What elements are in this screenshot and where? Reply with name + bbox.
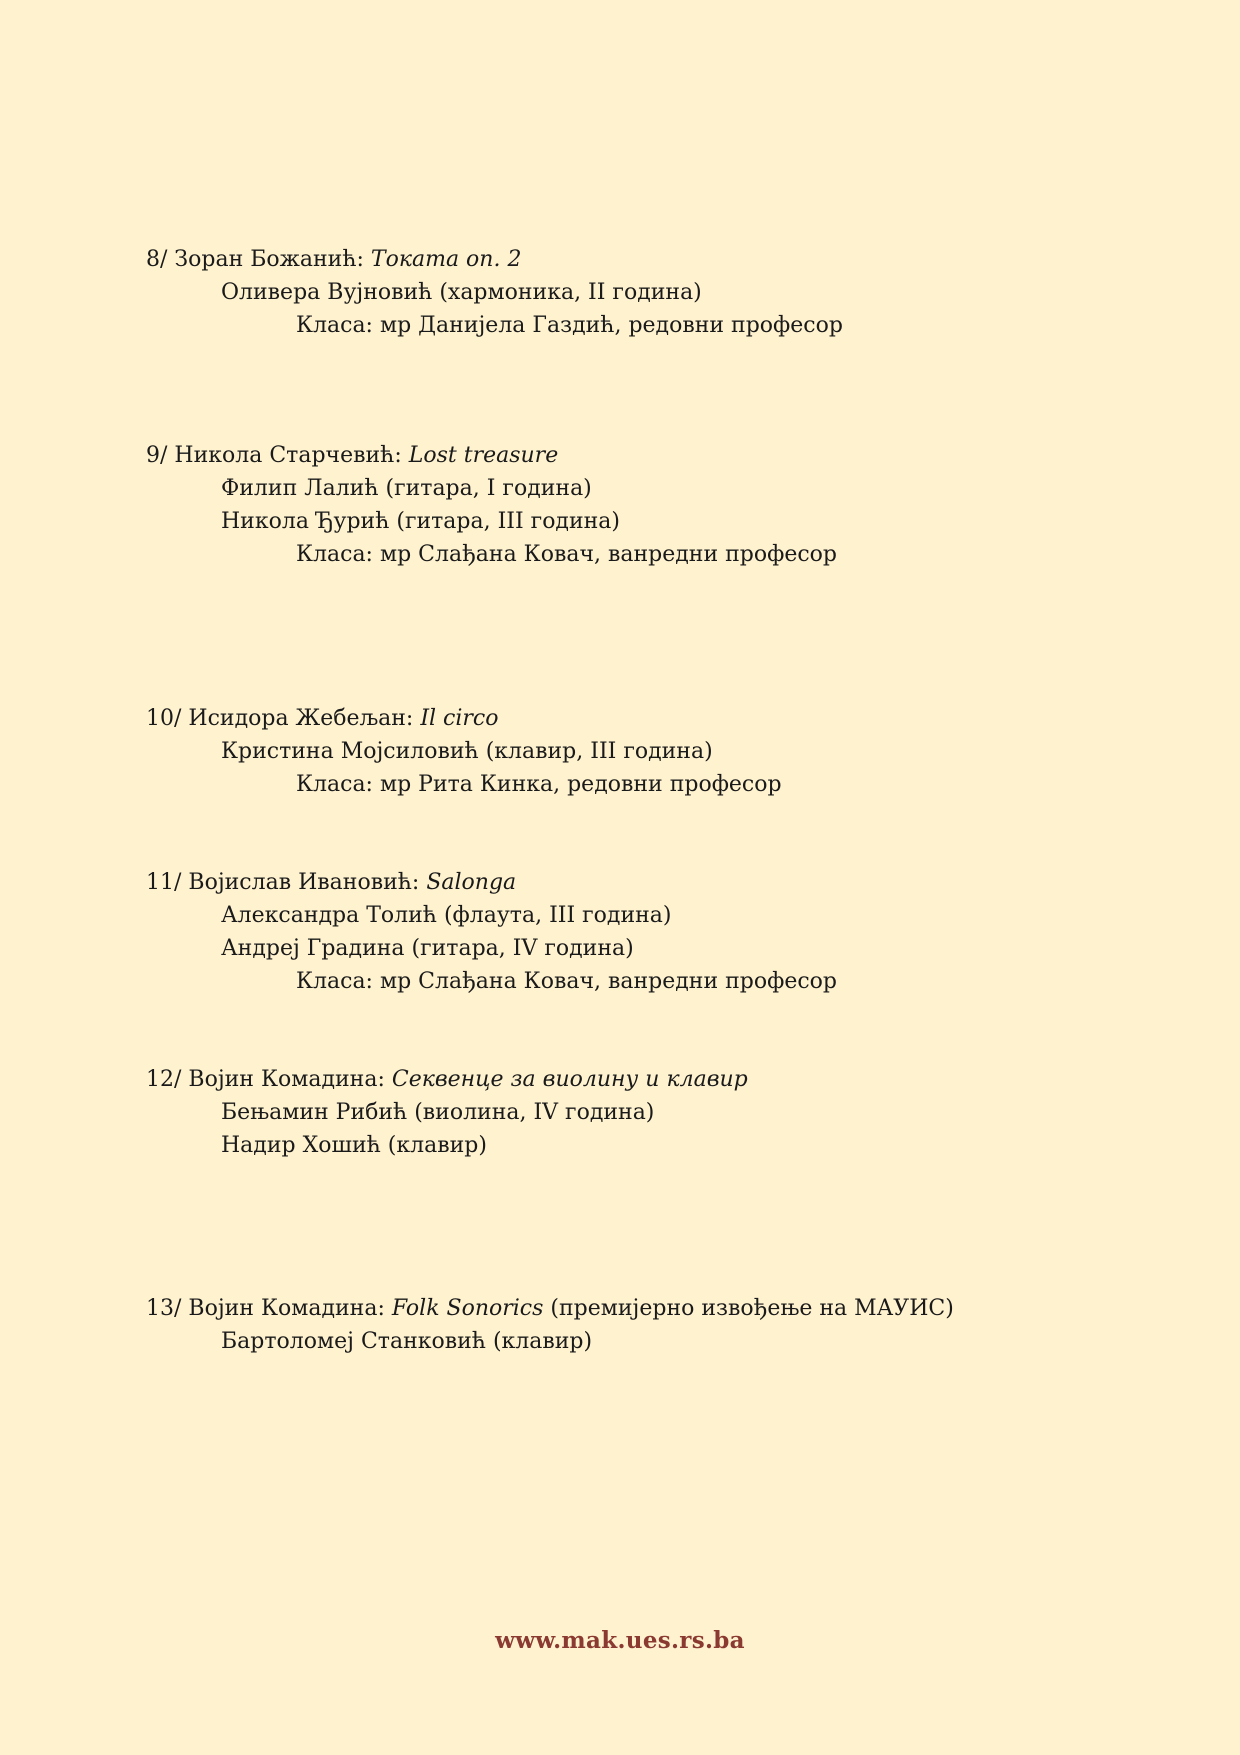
program-item-10: [146, 702, 1146, 801]
composer-name: Никола Старчевић:: [174, 443, 402, 468]
composer-name: Исидора Жебељан:: [188, 706, 414, 731]
work-title: Токата оп. 2: [370, 247, 522, 272]
composer-name: Војин Комадина:: [188, 1067, 385, 1092]
composer-name: Зоран Божанић:: [174, 247, 364, 272]
footer-url: www.mak.ues.rs.ba: [495, 1627, 745, 1654]
performer-line: Бартоломеј Станковић (клавир): [221, 1329, 593, 1354]
program-item-13: [146, 1292, 1146, 1358]
performer-line: Андреј Градина (гитара, IV година): [221, 936, 634, 961]
work-title: Секвенце за виолину и клавир: [391, 1067, 748, 1092]
performer-line: Никола Ђурић (гитара, III година): [221, 509, 621, 534]
work-title: Il circo: [420, 706, 499, 731]
work-title: Folk Sonorics: [391, 1296, 544, 1321]
program-heading: [146, 1063, 1146, 1096]
composer-name: Војин Комадина:: [188, 1296, 385, 1321]
class-line: Класа: мр Рита Кинка, редовни професор: [296, 772, 782, 797]
item-number: 11/: [146, 870, 182, 895]
work-title: Lost treasure: [408, 443, 559, 468]
program-item-12: [146, 1063, 1146, 1162]
program-heading: [146, 439, 1146, 472]
program-heading: [146, 243, 1146, 276]
program-item-11: [146, 866, 1146, 998]
program-item-8: [146, 243, 1146, 342]
program-item-9: [146, 439, 1146, 571]
class-line: Класа: мр Данијела Газдић, редовни професор: [296, 313, 843, 338]
composer-name: Војислав Ивановић:: [188, 870, 420, 895]
item-number: 9/: [146, 443, 168, 468]
program-heading: [146, 1292, 1146, 1325]
performer-line: Кристина Мојсиловић (клавир, III година): [221, 739, 713, 764]
class-line: Класа: мр Слађана Ковач, ванредни професор: [296, 542, 837, 567]
program-heading: [146, 702, 1146, 735]
item-number: 10/: [146, 706, 182, 731]
premiere-note: (премијерно извођење на МАУИС): [550, 1296, 954, 1321]
item-number: 12/: [146, 1067, 182, 1092]
item-number: 8/: [146, 247, 168, 272]
performer-line: Оливера Вујновић (хармоника, II година): [221, 280, 702, 305]
performer-line: Надир Хошић (клавир): [221, 1133, 487, 1158]
performer-line: Александра Толић (флаута, III година): [221, 903, 672, 928]
performer-line: Бењамин Рибић (виолина, IV година): [221, 1100, 655, 1125]
performer-line: Филип Лалић (гитара, I година): [221, 476, 592, 501]
program-heading: [146, 866, 1146, 899]
class-line: Класа: мр Слађана Ковач, ванредни професор: [296, 969, 837, 994]
item-number: 13/: [146, 1296, 182, 1321]
work-title: Salonga: [426, 870, 517, 895]
